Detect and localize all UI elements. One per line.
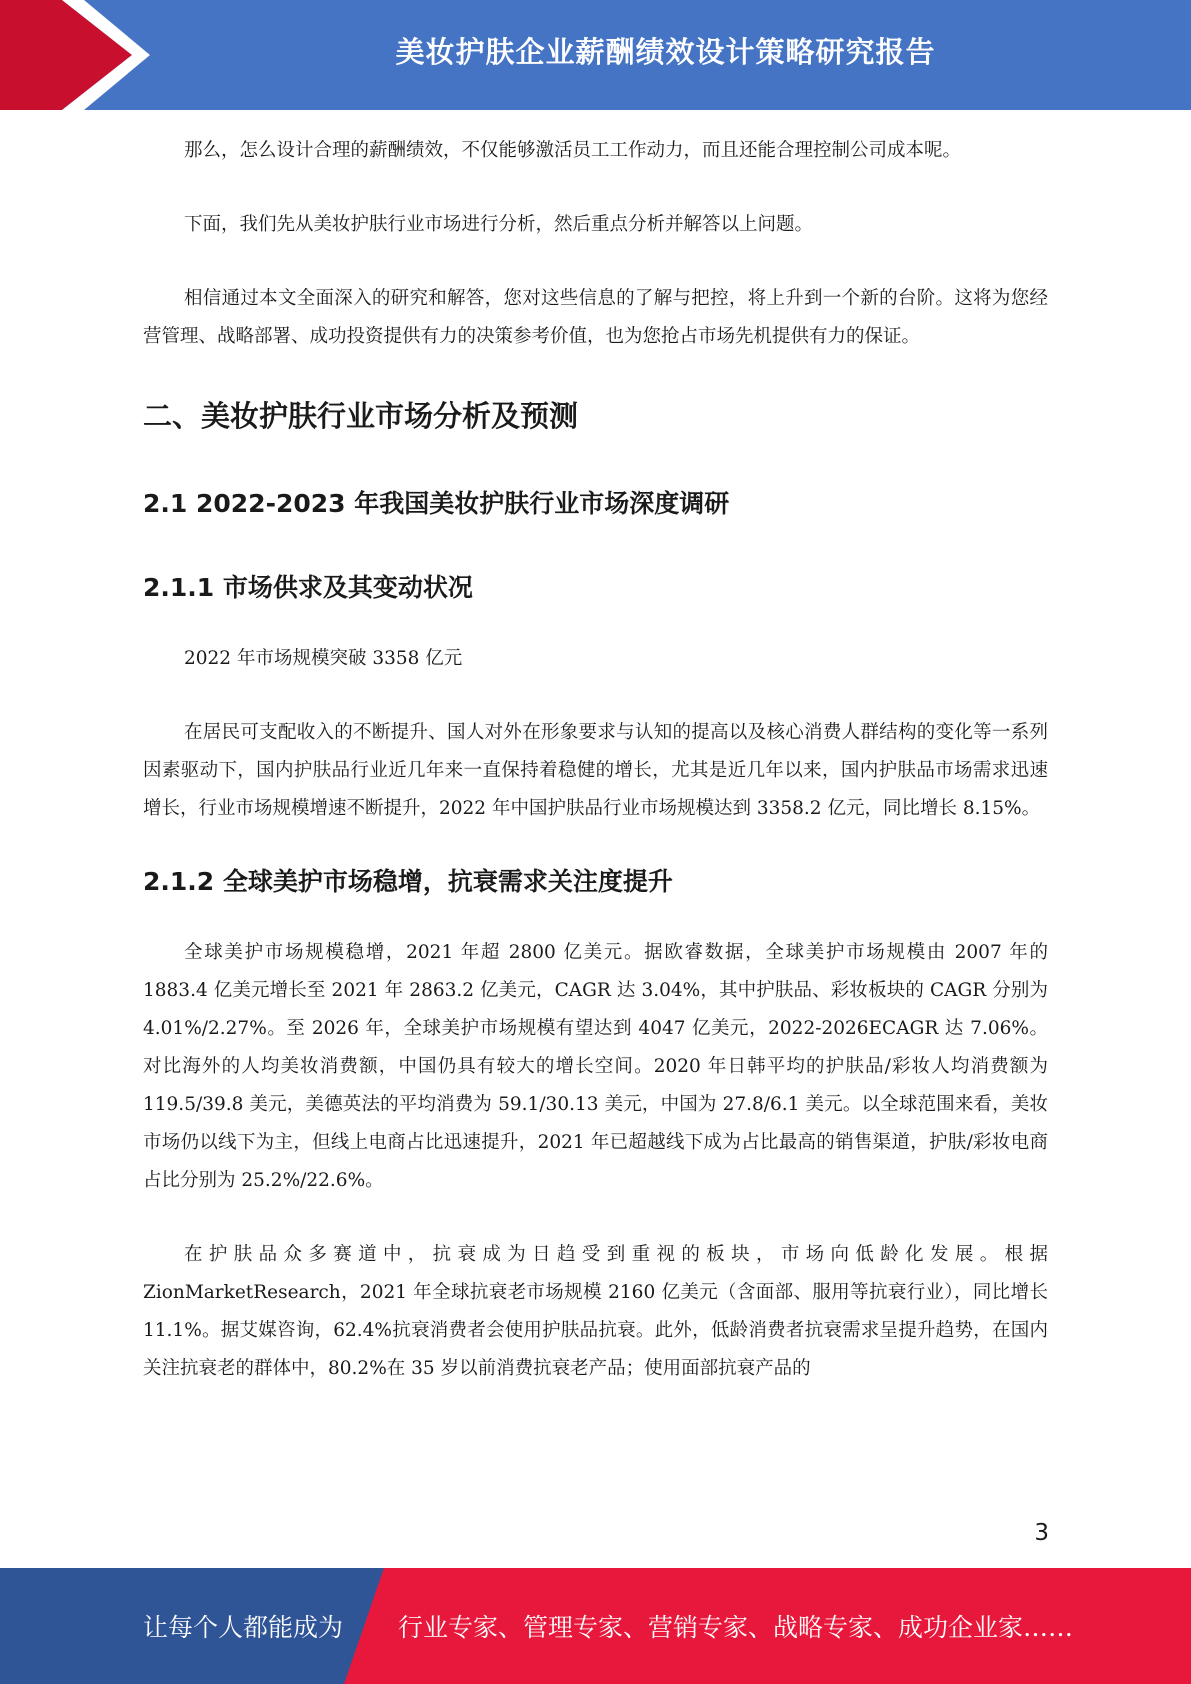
footer-slogan-left: 让每个人都能成为 (143, 1613, 344, 1642)
global-market-paragraph: 全球美护市场规模稳增，2021 年超 2800 亿美元。据欧睿数据，全球美护市场规模由 2007 年的 1883.4 亿美元增长至 2021 年 2863.2 亿美元，CAGR 达 3.04%，其中护肤品、彩妆板块的 CAGR 分别为 4.01%/2.27%。至 2026 年，全球美护市场规模有望达到 4047 亿美元，2022-2026ECAGR 达 7.06%。对比海外的人均美妆消费额，中国仍具有较大的增长空间。2020 年日韩平均的护肤品/彩妆人均消费额为 119.5/39.8 美元，美德英法的平均消费为 59.1/30.13 美元，中国为 27.8/6.1 美元。以全球范围来看，美妆市场仍以线下为主，但线上电商占比迅速提升，2021 年已超越线下成为占比最高的销售渠道，护肤/彩妆电商占比分别为 25.2%/22.6%。 (143, 942, 1048, 1191)
sub-heading-2-1-1: 2.1.1 市场供求及其变动状况 (143, 573, 473, 602)
intro-paragraph-2: 下面，我们先从美妆护肤行业市场进行分析，然后重点分析并解答以上问题。 (184, 214, 814, 235)
anti-aging-paragraph: 在护肤品众多赛道中，抗衰成为日趋受到重视的板块，市场向低龄化发展。根据 ZionMarketResearch，2021 年全球抗衰老市场规模 2160 亿美元（含面部、服用等抗衰行业），同比增长 11.1%。据艾媒咨询，62.4%抗衰消费者会使用护肤品抗衰。此外，低龄消费者抗衰需求呈提升趋势，在国内关注抗衰老的群体中，80.2%在 35 岁以前消费抗衰老产品；使用面部抗衰产品的 (143, 1244, 1048, 1379)
subsection-heading: 2.1 2022-2023 年我国美妆护肤行业市场深度调研 (143, 489, 730, 518)
sub-heading-2-1-2: 2.1.2 全球美护市场稳增，抗衰需求关注度提升 (143, 867, 673, 896)
section-heading: 二、美妆护肤行业市场分析及预测 (143, 399, 579, 433)
page-content (143, 132, 1048, 1424)
page-number: 3 (1034, 1520, 1049, 1546)
footer-slogan-right: 行业专家、管理专家、营销专家、战略专家、成功企业家…… (398, 1613, 1074, 1642)
intro-paragraph-1: 那么，怎么设计合理的薪酬绩效，不仅能够激活员工工作动力，而且还能合理控制公司成本呢。 (184, 140, 962, 161)
report-title: 美妆护肤企业薪酬绩效设计策略研究报告 (395, 34, 936, 69)
market-size-paragraph: 在居民可支配收入的不断提升、国人对外在形象要求与认知的提高以及核心消费人群结构的变化等一系列因素驱动下，国内护肤品行业近几年来一直保持着稳健的增长，尤其是近几年以来，国内护肤品市场需求迅速增长，行业市场规模增速不断提升，2022 年中国护肤品行业市场规模达到 3358.2 亿元，同比增长 8.15%。 (143, 722, 1048, 819)
intro-paragraph-3: 相信通过本文全面深入的研究和解答，您对这些信息的了解与把控，将上升到一个新的台阶。这将为您经营管理、战略部署、成功投资提供有力的决策参考价值，也为您抢占市场先机提供有力的保证。 (143, 288, 1048, 347)
header-arrow-decoration (0, 0, 160, 110)
page-footer (0, 1568, 1191, 1684)
page-header (0, 0, 1191, 110)
market-size-line: 2022 年市场规模突破 3358 亿元 (184, 648, 463, 669)
